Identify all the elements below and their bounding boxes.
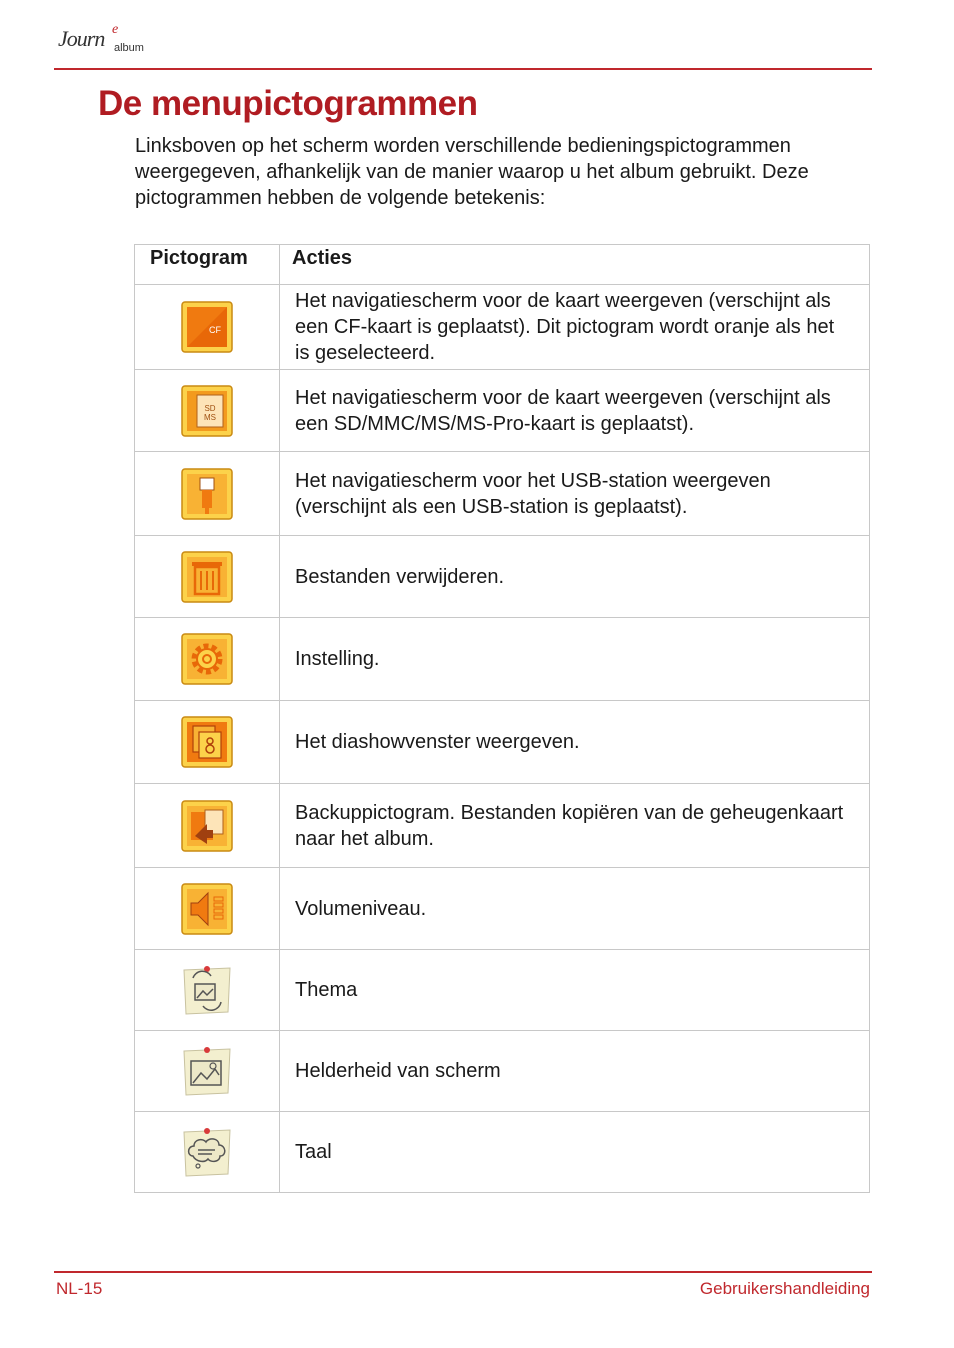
action-text: Het navigatiescherm voor het USB-station weergeven (verschijnt als een USB-station is geplaatst).: [280, 452, 870, 536]
header-pictogram: Pictogram: [135, 245, 280, 285]
table-row: [135, 784, 870, 868]
icon-cell: [135, 1112, 280, 1193]
action-text: Volumeniveau.: [280, 868, 870, 950]
footer-rule: [54, 1271, 872, 1273]
gear-icon: [181, 633, 233, 685]
action-text: Bestanden verwijderen.: [280, 536, 870, 618]
sd-label: SD: [204, 403, 216, 413]
sd-card-icon: [181, 385, 233, 437]
table-row: [135, 701, 870, 784]
icon-table: [134, 244, 870, 1193]
volume-icon: [181, 883, 233, 935]
table-row: [135, 1112, 870, 1193]
page-title: De menupictogrammen: [98, 84, 478, 123]
ms-label: MS: [204, 412, 216, 422]
icon-cell: [135, 285, 280, 370]
icon-cell: [135, 950, 280, 1031]
logo-script: Journ: [58, 26, 105, 51]
backup-icon: [181, 800, 233, 852]
header-rule: [54, 68, 872, 70]
action-text: Taal: [280, 1112, 870, 1193]
cf-card-icon: [181, 301, 233, 353]
table-row: [135, 950, 870, 1031]
footer-document-title: Gebruikershandleiding: [699, 1279, 870, 1298]
icon-cell: [135, 536, 280, 618]
trash-icon: [181, 551, 233, 603]
language-icon: [181, 1126, 233, 1178]
action-text: Instelling.: [280, 618, 870, 701]
page-number: NL-15: [56, 1279, 103, 1298]
table-row: [135, 618, 870, 701]
cf-label: CF: [209, 325, 221, 335]
action-text: Het navigatiescherm voor de kaart weergeven (verschijnt als een CF-kaart is geplaatst). Dit pictogram wordt oranje als het is geselecteerd.: [280, 285, 870, 370]
icon-cell: [135, 370, 280, 452]
action-text: Backuppictogram. Bestanden kopiëren van de geheugenkaart naar het album.: [280, 784, 870, 868]
icon-cell: [135, 701, 280, 784]
header-acties: Acties: [280, 245, 870, 285]
journe-album-logo: [54, 22, 154, 62]
theme-icon: [181, 964, 233, 1016]
icon-cell: [135, 452, 280, 536]
action-text: Het diashowvenster weergeven.: [280, 701, 870, 784]
table-row: [135, 452, 870, 536]
table-row: [135, 868, 870, 950]
table-row: [135, 536, 870, 618]
logo-album: album: [114, 42, 144, 54]
icon-cell: [135, 784, 280, 868]
table-row: [135, 1031, 870, 1112]
icon-cell: [135, 868, 280, 950]
icon-cell: [135, 1031, 280, 1112]
table-header-row: [135, 245, 870, 285]
icon-cell: [135, 618, 280, 701]
action-text: Helderheid van scherm: [280, 1031, 870, 1112]
table-row: [135, 370, 870, 452]
intro-paragraph: Linksboven op het scherm worden verschillende bedieningspictogrammen weergegeven, afhankelijk van de manier waarop u het album gebruikt. Deze pictogrammen hebben de volgende betekenis:: [135, 135, 809, 209]
logo-e: e: [112, 22, 119, 37]
action-text: Het navigatiescherm voor de kaart weergeven (verschijnt als een SD/MMC/MS/MS-Pro-kaart is geplaatst).: [280, 370, 870, 452]
table-row: [135, 285, 870, 370]
usb-icon: [181, 468, 233, 520]
brightness-icon: [181, 1045, 233, 1097]
slideshow-icon: [181, 716, 233, 768]
action-text: Thema: [280, 950, 870, 1031]
